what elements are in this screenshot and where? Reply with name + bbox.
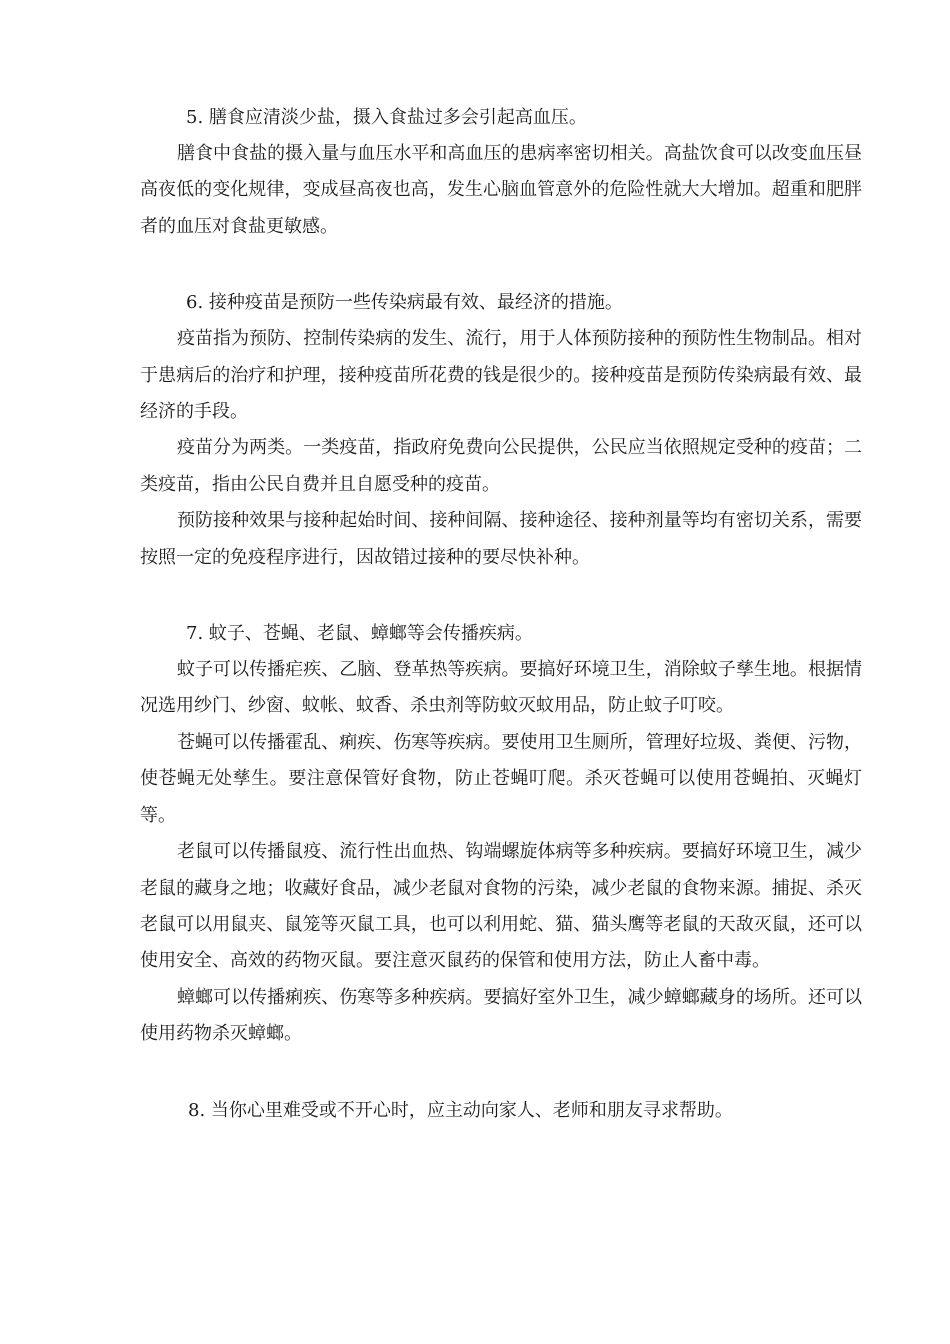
paragraph: 预防接种效果与接种起始时间、接种间隔、接种途径、接种剂量等均有密切关系，需要按照一定的免疫程序进行，因故错过接种的要尽快补种。 — [140, 510, 862, 568]
section-8 — [140, 1093, 862, 1129]
paragraph: 疫苗分为两类。一类疫苗，指政府免费向公民提供，公民应当依照规定受种的疫苗；二类疫苗，指由公民自费并且自愿受种的疫苗。 — [140, 437, 862, 495]
section-heading: 8. 当你心里难受或不开心时，应主动向家人、老师和朋友寻求帮助。 — [188, 1099, 733, 1121]
paragraph: 疫苗指为预防、控制传染病的发生、流行，用于人体预防接种的预防性生物制品。相对于患病后的治疗和护理，接种疫苗所花费的钱是很少的。接种疫苗是预防传染病最有效、最经济的手段。 — [140, 328, 862, 423]
document-page — [140, 100, 862, 1169]
paragraph: 老鼠可以传播鼠疫、流行性出血热、钩端螺旋体病等多种疾病。要搞好环境卫生，减少老鼠的藏身之地；收藏好食品，减少老鼠对食物的污染，减少老鼠的食物来源。捕捉、杀灭老鼠可以用鼠夹、鼠笼等灭鼠工具，也可以利用蛇、猫、猫头鹰等老鼠的天敌灭鼠，还可以使用安全、高效的药物灭鼠。要注意灭鼠药的保管和使用方法，防止人畜中毒。 — [140, 841, 862, 972]
paragraph: 苍蝇可以传播霍乱、痢疾、伤寒等疾病。要使用卫生厕所，管理好垃圾、粪便、污物，使苍蝇无处孳生。要注意保管好食物，防止苍蝇叮爬。杀灭苍蝇可以使用苍蝇拍、灭蝇灯等。 — [140, 731, 862, 826]
section-heading: 5. 膳食应清淡少盐，摄入食盐过多会引起高血压。 — [186, 107, 587, 128]
section-6 — [140, 285, 862, 576]
paragraph: 膳食中食盐的摄入量与血压水平和高血压的患病率密切相关。高盐饮食可以改变血压昼高夜低的变化规律，变成昼高夜也高，发生心脑血管意外的危险性就大大增加。超重和肥胖者的血压对食盐更敏感。 — [140, 143, 862, 237]
section-heading: 6. 接种疫苗是预防一些传染病最有效、最经济的措施。 — [186, 292, 623, 314]
section-5 — [140, 100, 862, 245]
section-7 — [140, 616, 862, 1052]
section-heading: 7. 蚊子、苍蝇、老鼠、蟑螂等会传播疾病。 — [186, 623, 533, 645]
paragraph: 蟑螂可以传播痢疾、伤寒等多种疾病。要搞好室外卫生，减少蟑螂藏身的场所。还可以使用药物杀灭蟑螂。 — [140, 986, 862, 1045]
paragraph: 蚊子可以传播疟疾、乙脑、登革热等疾病。要搞好环境卫生，消除蚊子孳生地。根据情况选用纱门、纱窗、蚊帐、蚊香、杀虫剂等防蚊灭蚊用品，防止蚊子叮咬。 — [140, 659, 862, 717]
